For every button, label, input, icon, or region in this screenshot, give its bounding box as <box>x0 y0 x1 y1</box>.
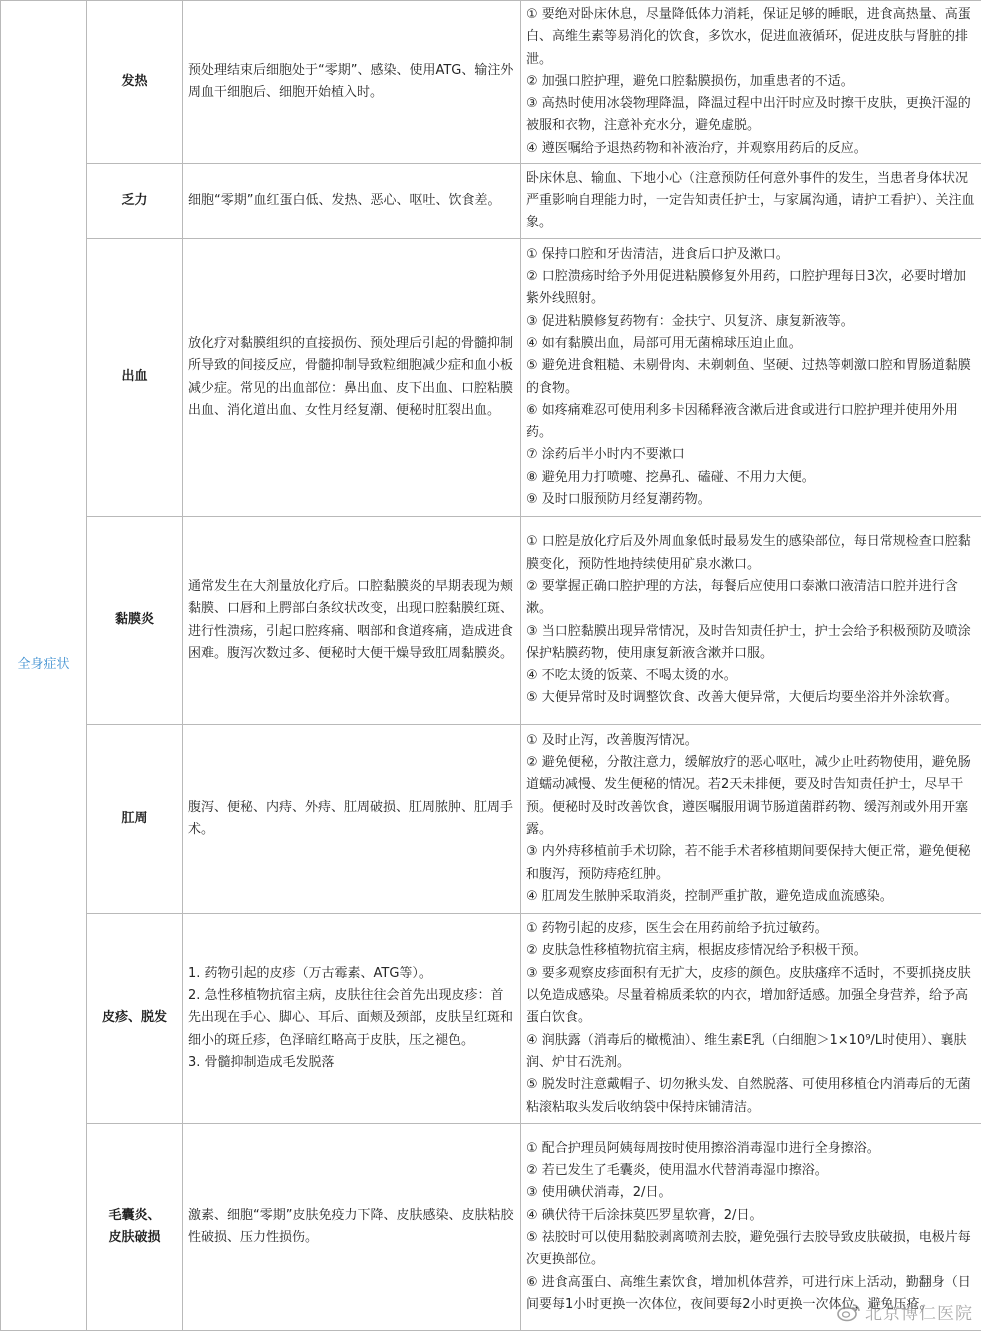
measure-item: ④ 碘伏待干后涂抹莫匹罗星软膏，2/日。 <box>526 1205 976 1227</box>
measure-item: ⑨ 及时口服预防月经复潮药物。 <box>526 489 976 511</box>
measure-item: ⑥ 进食高蛋白、高维生素饮食，增加机体营养，可进行床上活动，勤翻身（日间要每1小时更换一次体位，夜间要每2小时更换一次体位，避免压疮。 <box>526 1272 976 1317</box>
measure-item: ① 要绝对卧床休息，尽量降低体力消耗，保证足够的睡眠，进食高热量、高蛋白、高维生素等易消化的饮食，多饮水，促进血液循环，促进皮肤与肾脏的排泄。 <box>526 4 976 71</box>
measure-item: ② 要掌握正确口腔护理的方法，每餐后应使用口泰漱口液清洁口腔并进行含漱。 <box>526 576 976 621</box>
measure-item: ② 若已发生了毛囊炎，使用温水代替消毒湿巾擦浴。 <box>526 1160 976 1182</box>
measure-item: ③ 内外痔移植前手术切除，若不能手术者移植期间要保持大便正常，避免便秘和腹泻，预防痔疮红肿。 <box>526 841 976 886</box>
measures-cell <box>521 914 981 1124</box>
measure-item: ③ 使用碘伏消毒，2/日。 <box>526 1182 976 1204</box>
measures-cell <box>521 239 981 517</box>
measure-item: ⑥ 如疼痛难忍可使用利多卡因稀释液含漱后进食或进行口腔护理并使用外用药。 <box>526 400 976 445</box>
cause-cell: 放化疗对黏膜组织的直接损伤、预处理后引起的骨髓抑制所导致的间接反应，骨髓抑制导致粒细胞减少症和血小板减少症。常见的出血部位：鼻出血、皮下出血、口腔粘膜出血、消化道出血、女性月经复潮、便秘时肛裂出血。 <box>183 239 521 517</box>
symptom-label <box>87 1124 183 1331</box>
symptom-label-line: 毛囊炎、 <box>92 1205 177 1227</box>
table-row-bleeding <box>1 239 981 517</box>
table-row-perianal <box>1 725 981 914</box>
cause-cell: 通常发生在大剂量放化疗后。口腔黏膜炎的早期表现为颊黏膜、口唇和上腭部白条纹状改变，出现口腔黏膜红斑、进行性溃疡，引起口腔疼痛、咽部和食道疼痛，造成进食困难。腹泻次数过多、便秘时大便干燥导致肛周黏膜炎。 <box>183 517 521 725</box>
measure-item: ③ 要多观察皮疹面积有无扩大，皮疹的颜色。皮肤瘙痒不适时，不要抓挠皮肤以免造成感染。尽量着棉质柔软的内衣，增加舒适感。加强全身营养，给予高蛋白饮食。 <box>526 963 976 1030</box>
measure-item: ① 药物引起的皮疹，医生会在用药前给予抗过敏药。 <box>526 918 976 940</box>
cause-item: 3. 骨髓抑制造成毛发脱落 <box>188 1052 515 1074</box>
cause-item: 2. 急性移植物抗宿主病，皮肤往往会首先出现皮疹：首先出现在手心、脚心、耳后、面颊及颈部，皮肤呈红斑和细小的斑丘疹，色泽暗红略高于皮肤，压之褪色。 <box>188 985 515 1052</box>
cause-cell: 预处理结束后细胞处于“零期”、感染、使用ATG、输注外周血干细胞后、细胞开始植入时。 <box>183 1 521 164</box>
symptom-label: 发热 <box>87 1 183 164</box>
cause-cell: 腹泻、便秘、内痔、外痔、肛周破损、肛周脓肿、肛周手术。 <box>183 725 521 914</box>
measure-item: ② 避免便秘，分散注意力，缓解放疗的恶心呕吐，减少止吐药物使用，避免肠道蠕动减慢、发生便秘的情况。若2天未排便，要及时告知责任护士，尽早干预。便秘时及时改善饮食，遵医嘱服用调节肠道菌群药物、缓泻剂或外用开塞露。 <box>526 752 976 841</box>
cause-cell: 细胞“零期”血红蛋白低、发热、恶心、呕吐、饮食差。 <box>183 164 521 239</box>
measure-item: ⑤ 大便异常时及时调整饮食、改善大便异常，大便后均要坐浴并外涂软膏。 <box>526 687 976 709</box>
measure-item: ④ 遵医嘱给予退热药物和补液治疗，并观察用药后的反应。 <box>526 138 976 160</box>
measure-item: ② 加强口腔护理，避免口腔黏膜损伤，加重患者的不适。 <box>526 71 976 93</box>
group-label: 全身症状 <box>1 1 87 1331</box>
cause-item: 1. 药物引起的皮疹（万古霉素、ATG等）。 <box>188 963 515 985</box>
measure-item: ① 保持口腔和牙齿清洁，进食后口护及漱口。 <box>526 244 976 266</box>
measures-cell <box>521 725 981 914</box>
symptom-label: 肛周 <box>87 725 183 914</box>
measure-item: ① 口腔是放化疗后及外周血象低时最易发生的感染部位，每日常规检查口腔黏膜变化，预防性地持续使用矿泉水漱口。 <box>526 531 976 576</box>
measure-item: ① 配合护理员阿姨每周按时使用擦浴消毒湿巾进行全身擦浴。 <box>526 1138 976 1160</box>
measure-item: ③ 当口腔黏膜出现异常情况，及时告知责任护士，护士会给予积极预防及喷涂保护粘膜药物，使用康复新液含漱并口服。 <box>526 621 976 666</box>
measure-item: ③ 促进粘膜修复药物有：金扶宁、贝复济、康复新液等。 <box>526 311 976 333</box>
measure-item: ③ 高热时使用冰袋物理降温，降温过程中出汗时应及时擦干皮肤，更换汗湿的被服和衣物，注意补充水分，避免虚脱。 <box>526 93 976 138</box>
measure-item: 卧床休息、输血、下地小心（注意预防任何意外事件的发生，当患者身体状况严重影响自理能力时，一定告知责任护士，与家属沟通，请护工看护）、关注血象。 <box>526 168 976 235</box>
symptom-label: 黏膜炎 <box>87 517 183 725</box>
measure-item: ⑧ 避免用力打喷嚏、挖鼻孔、磕碰、不用力大便。 <box>526 467 976 489</box>
measure-item: ④ 肛周发生脓肿采取消炎，控制严重扩散，避免造成血流感染。 <box>526 886 976 908</box>
measure-item: ④ 如有黏膜出血，局部可用无菌棉球压迫止血。 <box>526 333 976 355</box>
symptom-label-line: 皮肤破损 <box>92 1227 177 1249</box>
watermark-text: 北京博仁医院 <box>865 1299 973 1324</box>
weibo-icon <box>837 1302 861 1322</box>
measure-item: ② 皮肤急性移植物抗宿主病，根据皮疹情况给予积极干预。 <box>526 940 976 962</box>
measures-cell <box>521 164 981 239</box>
measure-item: ④ 不吃太烫的饭菜、不喝太烫的水。 <box>526 665 976 687</box>
cause-cell: 激素、细胞“零期”皮肤免疫力下降、皮肤感染、皮肤粘胶性破损、压力性损伤。 <box>183 1124 521 1331</box>
symptom-label: 皮疹、脱发 <box>87 914 183 1124</box>
measure-item: ① 及时止泻，改善腹泻情况。 <box>526 730 976 752</box>
measure-item: ⑤ 祛胶时可以使用黏胶剥离喷剂去胶，避免强行去胶导致皮肤破损，电极片每次更换部位。 <box>526 1227 976 1272</box>
cause-cell <box>183 914 521 1124</box>
table-row-folliculitis <box>1 1124 981 1331</box>
measures-cell <box>521 1 981 164</box>
symptom-label: 乏力 <box>87 164 183 239</box>
table-row-rash-hairloss <box>1 914 981 1124</box>
measure-item: ② 口腔溃疡时给予外用促进粘膜修复外用药，口腔护理每日3次，必要时增加紫外线照射。 <box>526 266 976 311</box>
table-row-fatigue <box>1 164 981 239</box>
symptom-label: 出血 <box>87 239 183 517</box>
measure-item: ④ 润肤露（消毒后的橄榄油）、维生素E乳（白细胞＞1×10⁹/L时使用）、襄肤润、炉甘石洗剂。 <box>526 1030 976 1075</box>
measure-item: ⑤ 避免进食粗糙、未剔骨肉、未剃刺鱼、坚硬、过热等刺激口腔和胃肠道黏膜的食物。 <box>526 355 976 400</box>
table-row-mucositis <box>1 517 981 725</box>
table-row-fever <box>1 1 981 164</box>
watermark <box>837 1299 973 1324</box>
measures-cell <box>521 517 981 725</box>
measure-item: ⑦ 涂药后半小时内不要漱口 <box>526 444 976 466</box>
measure-item: ⑤ 脱发时注意戴帽子、切勿揪头发、自然脱落、可使用移植仓内消毒后的无菌粘滚粘取头发后收纳袋中保持床铺清洁。 <box>526 1074 976 1119</box>
